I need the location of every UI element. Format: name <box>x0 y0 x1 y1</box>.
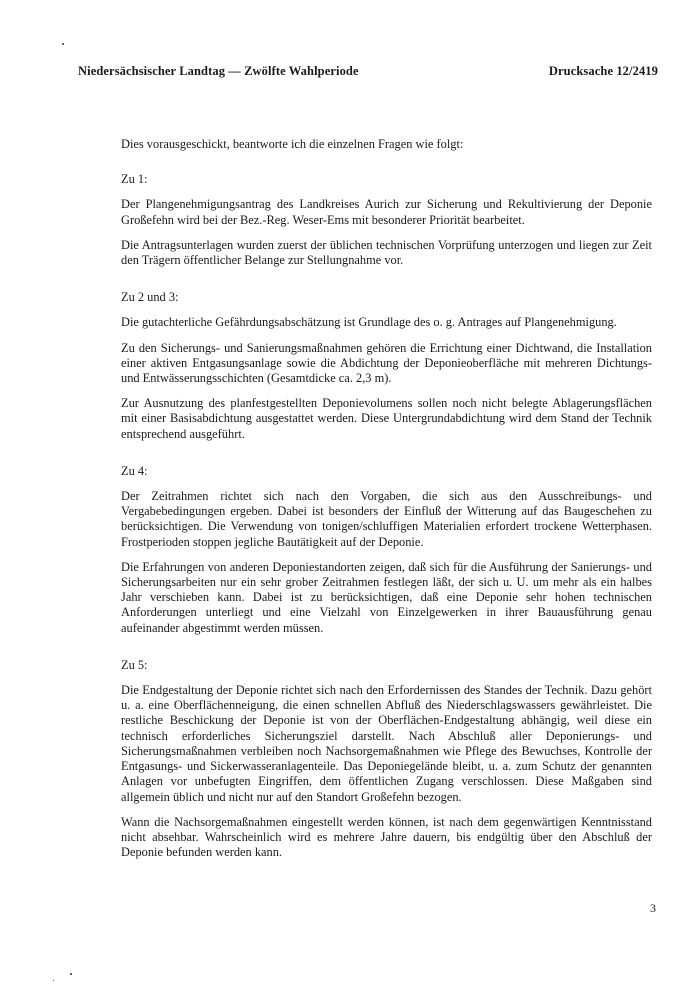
section-heading: Zu 4: <box>121 463 148 478</box>
paragraph: Der Zeitrahmen richtet sich nach den Vorgaben, die sich aus den Ausschreibungs- und Vergabebedingungen ergeben. Dabei ist besonders der Einfluß der Witterung auf das Baugeschehen zu berücksichtigen. Die Verwendung von tonigen/schluffigen Materialien erfordert trockene Wetterphasen. Frostperioden stoppen jegliche Bautätigkeit auf der Deponie. <box>121 489 652 549</box>
answer-section-4 <box>121 464 652 636</box>
paragraph: Wann die Nachsorgemaßnahmen eingestellt werden können, ist nach dem gegenwärtigen Kenntnisstand nicht absehbar. Wahrscheinlich wird es mehrere Jahre dauern, bis endgültig über den Abschluß der Deponie befunden werden kann. <box>121 814 652 860</box>
paragraph: Der Plangenehmigungsantrag des Landkreises Aurich zur Sicherung und Rekultivierung der Deponie Großefehn wird bei der Bez.-Reg. Weser-Ems mit besonderer Priorität bearbeitet. <box>121 197 652 227</box>
paragraph: Die Erfahrungen von anderen Deponiestandorten zeigen, daß sich für die Ausführung der Sanierungs- und Sicherungsarbeiten nur ein sehr grober Zeitrahmen festlegen läßt, der sich u. U. um mehr als ein halbes Jahr verschieben kann. Dabei ist zu berücksichtigen, daß eine Deponie sehr hohen technischen Anforderungen unterliegt und eine Vielzahl von Einzelgewerken in ihrer Bauausführung genau aufeinander abgestimmt werden müssen. <box>121 559 652 635</box>
answer-section-2-3 <box>121 290 652 442</box>
paragraph: Die Endgestaltung der Deponie richtet sich nach den Erfordernissen des Standes der Technik. Dazu gehört u. a. eine Oberflächenneigung, die einen schnellen Abfluß des Niederschlagswassers gewährleistet. Die restliche Beschickung der Deponie ist von der Oberflächen-Endgestaltung abhängig, weil diese ein technisch erforderliches Sicherungsziel darstellt. Nach Abschluß aller Deponierungs- und Sicherungsmaßnahmen verbleiben noch Nachsorgemaßnahmen wie Pflege des Bewuchses, Kontrolle der Entgasungs- und Sickerwasseranlagenteile. Das Deponiegelände bleibt, u. a. zum Schutz der genannten Anlagen vor unbefugten Eingriffen, dem öffentlichen Zugang verschlossen. Diese Maßgaben sind allgemein üblich und nicht nur auf den Standort Großefehn bezogen. <box>121 683 652 804</box>
intro-paragraph: Dies vorausgeschickt, beantworte ich die einzelnen Fragen wie folgt: <box>121 137 464 151</box>
document-number: Drucksache 12/2419 <box>548 64 658 78</box>
scan-speck <box>62 43 64 45</box>
scan-speck <box>53 980 54 981</box>
header-title: Niedersächsischer Landtag — Zwölfte Wahlperiode <box>78 64 359 78</box>
section-heading: Zu 5: <box>121 657 148 672</box>
section-heading: Zu 1: <box>121 172 148 187</box>
paragraph: Die Antragsunterlagen wurden zuerst der üblichen technischen Vorprüfung unterzogen und liegen zur Zeit den Trägern öffentlicher Belange zur Stellungnahme vor. <box>121 237 652 268</box>
document-body <box>121 137 652 882</box>
paragraph: Die gutachterliche Gefährdungsabschätzung ist Grundlage des o. g. Antrages auf Plangenehmigung. <box>121 315 617 330</box>
answer-section-1 <box>121 172 652 268</box>
answer-section-5 <box>121 658 652 860</box>
page-header <box>78 64 658 79</box>
page-number: 3 <box>650 901 656 915</box>
scan-speck <box>70 973 72 975</box>
paragraph: Zu den Sicherungs- und Sanierungsmaßnahmen gehören die Errichtung einer Dichtwand, die Installation einer aktiven Entgasungsanlage sowie die Abdichtung der Deponieoberfläche mit mehreren Dichtungs- und Entwässerungsschichten (Gesamtdicke ca. 2,3 m). <box>121 340 652 386</box>
paragraph: Zur Ausnutzung des planfestgestellten Deponievolumens sollen noch nicht belegte Ablagerungsflächen mit einer Basisabdichtung ausgestattet werden. Diese Untergrundabdichtung wird dem Stand der Technik entsprechend ausgeführt. <box>121 396 652 441</box>
section-heading: Zu 2 und 3: <box>121 290 179 305</box>
